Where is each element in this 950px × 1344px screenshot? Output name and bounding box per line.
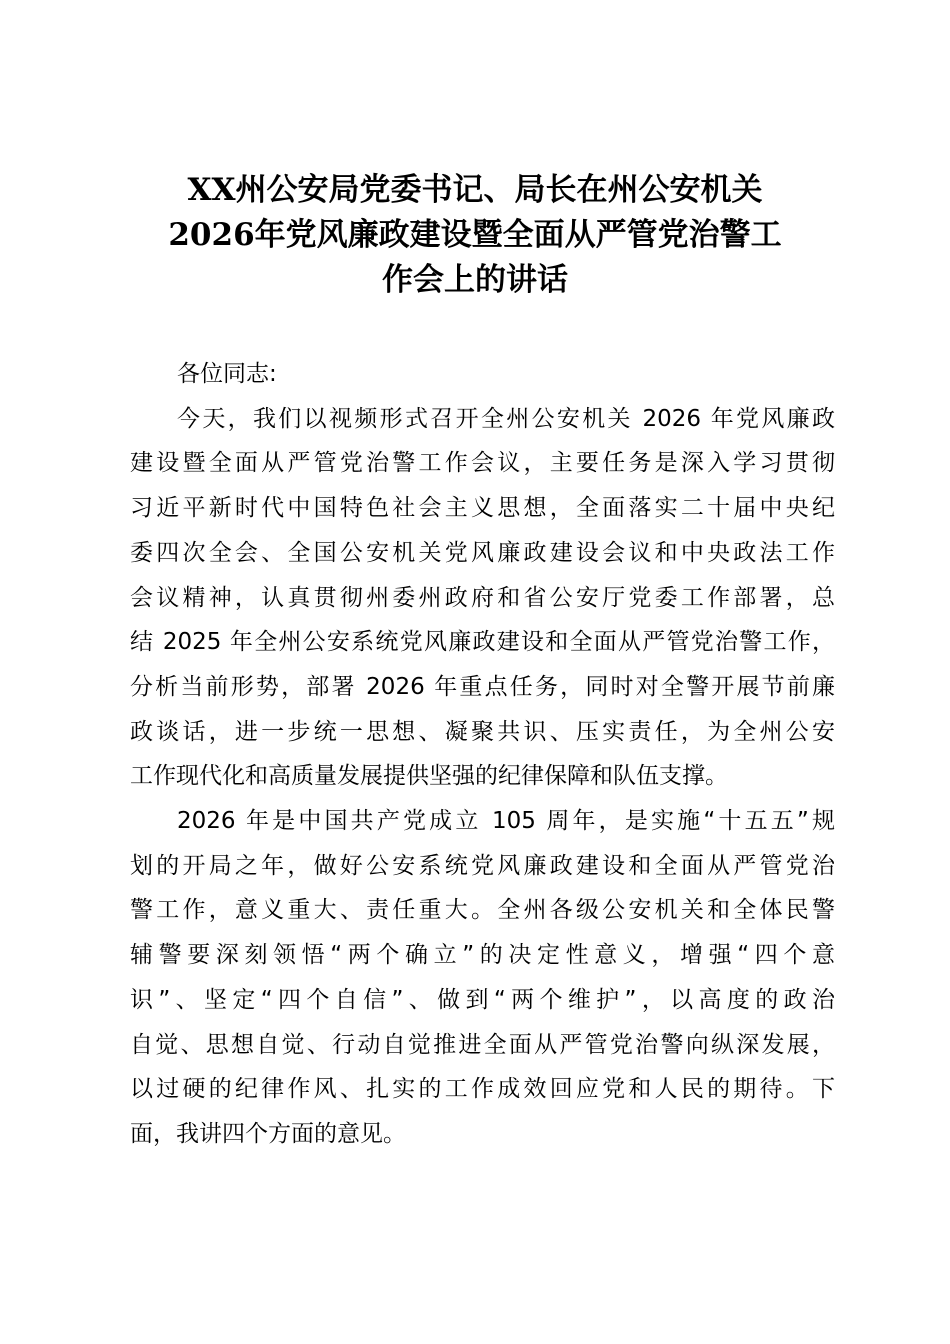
document-title <box>120 168 830 303</box>
salutation-text: 各位同志: <box>177 361 277 387</box>
paragraph-line: 识”、坚定“四个自信”、做到“两个维护”，以高度的政治 <box>130 986 835 1013</box>
paragraph-line: 辅警要深刻领悟“两个确立”的决定性意义，增强“四个意 <box>130 942 835 969</box>
salutation <box>130 352 835 397</box>
title-line-2: 2026年党风廉政建设暨全面从严管党治警工 <box>168 217 782 253</box>
paragraph-line: 面，我讲四个方面的意见。 <box>130 1120 406 1147</box>
paragraph-line: 工作现代化和高质量发展提供坚强的纪律保障和队伍支撑。 <box>130 763 728 790</box>
paragraph-line: 以过硬的纪律作风、扎实的工作成效回应党和人民的期待。下 <box>130 1076 835 1103</box>
title-line-1: XX州公安局党委书记、局长在州公安机关 <box>187 172 763 208</box>
paragraph-line: 委四次全会、全国公安机关党风廉政建设会议和中央政法工作 <box>130 539 835 566</box>
paragraph-line: 警工作，意义重大、责任重大。全州各级公安机关和全体民警 <box>130 897 835 924</box>
paragraph-line: 划的开局之年，做好公安系统党风廉政建设和全面从严管党治 <box>130 852 835 879</box>
paragraph-1 <box>130 397 835 799</box>
title-line-3: 作会上的讲话 <box>382 262 568 298</box>
paragraph-line: 2026 年是中国共产党成立 105 周年，是实施“十五五”规 <box>177 808 835 835</box>
paragraph-line: 会议精神，认真贯彻州委州政府和省公安厅党委工作部署，总 <box>130 584 835 611</box>
paragraph-2 <box>130 799 835 1157</box>
paragraph-line: 分析当前形势，部署 2026 年重点任务，同时对全警开展节前廉 <box>130 673 835 700</box>
paragraph-line: 自觉、思想自觉、行动自觉推进全面从严管党治警向纵深发展， <box>130 1031 835 1058</box>
document-body <box>130 352 835 1157</box>
paragraph-line: 今天，我们以视频形式召开全州公安机关 2026 年党风廉政 <box>177 405 835 432</box>
paragraph-line: 建设暨全面从严管党治警工作会议，主要任务是深入学习贯彻 <box>130 450 835 477</box>
paragraph-line: 政谈话，进一步统一思想、凝聚共识、压实责任，为全州公安 <box>130 718 835 745</box>
paragraph-line: 习近平新时代中国特色社会主义思想，全面落实二十届中央纪 <box>130 495 835 522</box>
paragraph-line: 结 2025 年全州公安系统党风廉政建设和全面从严管党治警工作， <box>130 629 835 656</box>
